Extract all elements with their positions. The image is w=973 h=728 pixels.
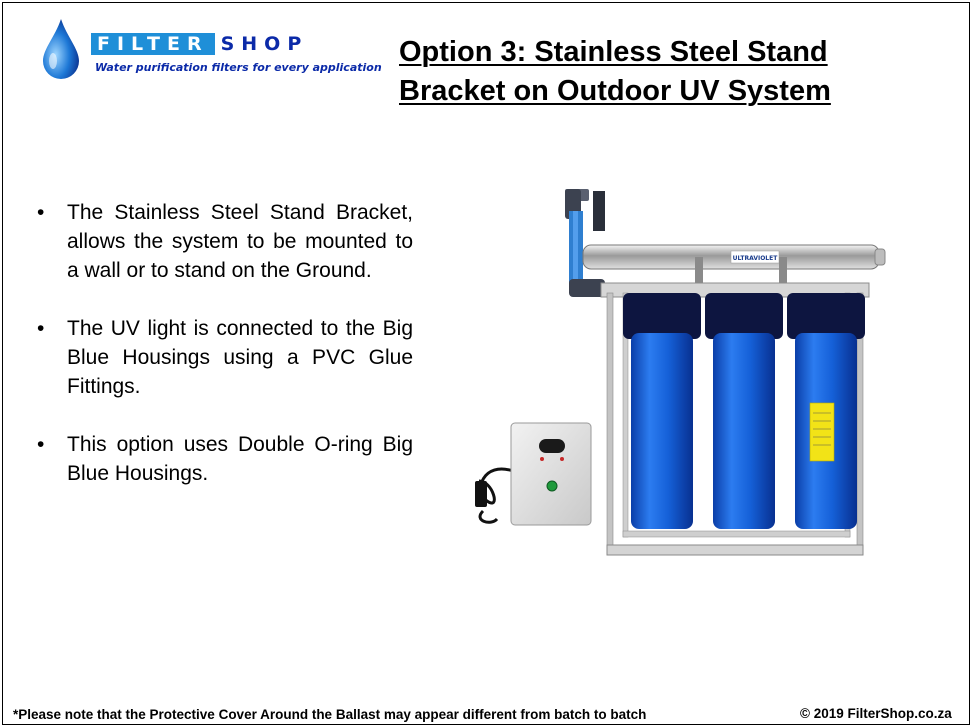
ballast-control-box (475, 423, 591, 525)
uv-chamber (583, 245, 885, 283)
uv-system-product-image (473, 181, 893, 561)
batch-disclaimer-note: *Please note that the Protective Cover Around the Ballast may appear different from batch to batch (13, 707, 647, 722)
uv-brand-label: ULTRAVIOLET (732, 255, 778, 262)
bullet-item: • The UV light is connected to the Big Blue Housings using a PVC Glue Fittings. (37, 317, 413, 398)
big-blue-housing (705, 293, 783, 529)
water-drop-icon (41, 17, 81, 81)
logo-wordmark-filter: FILTER (91, 33, 215, 55)
big-blue-housing (623, 293, 701, 529)
logo-wordmark-shop: SHOP (220, 33, 309, 55)
bullet-list (37, 198, 413, 517)
bullet-item: • This option uses Double O-ring Big Blue Housings. (37, 433, 413, 485)
slide-title-line2: Bracket on Outdoor UV System (399, 75, 831, 107)
slide-title-line1: Option 3: Stainless Steel Stand (399, 36, 828, 68)
big-blue-housing (787, 293, 865, 529)
logo-tagline: Water purification filters for every application (95, 61, 382, 74)
slide-title (399, 33, 939, 111)
logo-wordmark (91, 33, 314, 57)
copyright-text: © 2019 FilterShop.co.za (800, 706, 952, 721)
pvc-pipe (565, 189, 605, 297)
filtershop-logo (41, 17, 382, 83)
slide (2, 2, 970, 725)
warning-sticker (810, 403, 834, 461)
bullet-item: • The Stainless Steel Stand Bracket, allows the system to be mounted to a wall or to stand on the Ground. (37, 201, 413, 282)
